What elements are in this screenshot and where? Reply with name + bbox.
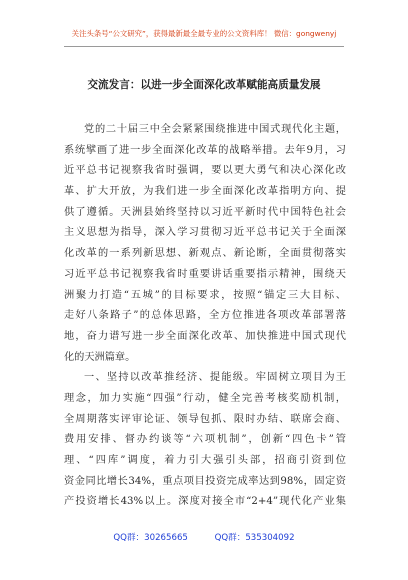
body-line: 全周期落实评审论证、领导包抓、限时办结、联席会商、	[64, 413, 346, 425]
body-line: 系统擘画了进一步全面深化改革的战略举措。去年9月，习	[64, 144, 346, 156]
body-line: 一、坚持以改革推经济、提能级。牢固树立项目为王	[84, 372, 346, 384]
qq-group-2: QQ群：535304092	[214, 533, 295, 543]
body-line: 理念，加力实施“四强”行动，健全完善考核奖励机制，	[64, 392, 346, 404]
body-line: 费用安排、督办约谈等“六项机制”，创新“四色卡”管	[64, 434, 346, 446]
body-line: 走好八条路子”的总体思路，全方位推进各项改革部署落	[64, 310, 346, 322]
body-line: 习近平总书记视察我省时重要讲话重要指示精神，围绕天	[64, 268, 346, 280]
body-line: 资金同比增长34%，重点项目投资完成率达到98%，固定资	[64, 475, 346, 487]
body-line: 理、“四库”调度，着力引大强引头部，招商引资到位	[64, 455, 346, 466]
document-body	[64, 120, 346, 513]
body-line: 地，奋力谱写进一步全面深化改革、加快推进中国式现代	[64, 330, 346, 342]
body-line: 洲聚力打造“五城”的目标要求，按照“锚定三大目标、	[64, 289, 346, 301]
body-line: 革、扩大开放，为我们进一步全面深化改革指明方向、提	[64, 186, 346, 198]
body-line: 化的天洲篇章。	[64, 351, 136, 363]
body-line: 供了遵循。天洲县始终坚持以习近平新时代中国特色社会	[64, 206, 346, 218]
header-banner: 关注头条号“公文研究”，获得最新最全最专业的公文资料库！ 微信：gongwenyj	[71, 29, 337, 38]
body-line: 近平总书记视察我省时强调，要以更大勇气和决心深化改	[64, 165, 346, 177]
qq-group-1: QQ群：30265665	[113, 533, 188, 543]
body-line: 化改革的一系列新思想、新观点、新论断，全面贯彻落实	[64, 248, 346, 260]
document-title: 交流发言：以进一步全面深化改革赋能高质量发展	[87, 79, 321, 91]
body-line: 党的二十届三中全会紧紧围绕推进中国式现代化主题，	[84, 124, 346, 135]
header-divider	[64, 46, 344, 47]
body-line: 产投资增长43%以上。深度对接全市“2+4”现代化产业集	[64, 496, 346, 508]
body-line: 主义思想为指导，深入学习贯彻习近平总书记关于全面深	[64, 227, 346, 239]
footer-contacts	[0, 531, 408, 543]
